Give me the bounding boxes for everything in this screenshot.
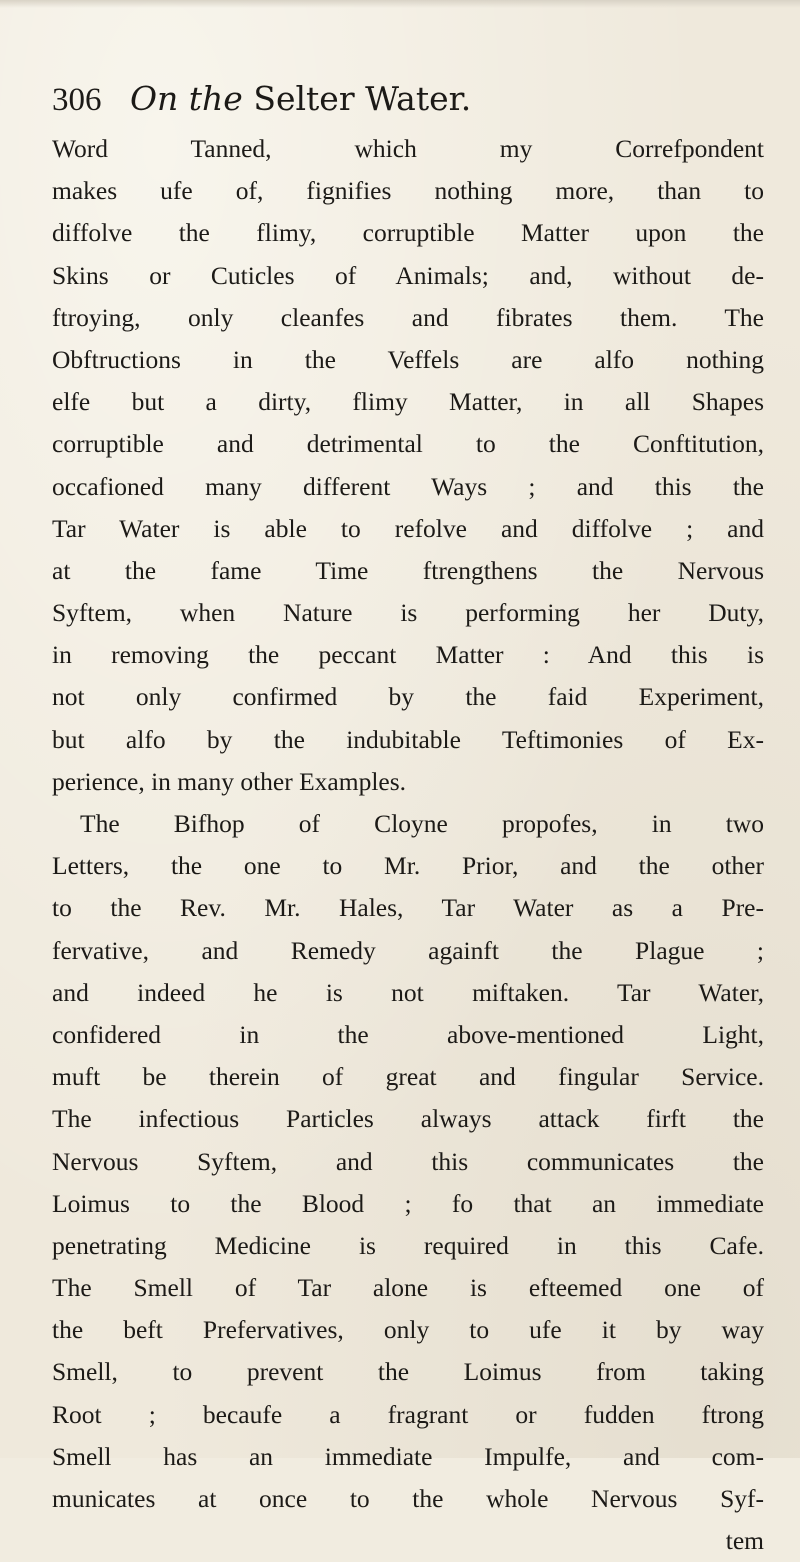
running-title — [130, 74, 471, 124]
page-number: 306 — [52, 82, 102, 118]
text-line: to the Rev. Mr. Hales, Tar Water as a Pre- — [52, 893, 764, 923]
text-line: fervative, and Remedy againft the Plague ; — [52, 935, 764, 965]
catchword: tem — [725, 1526, 764, 1556]
running-title-italic: On the — [130, 79, 243, 118]
body-text — [52, 128, 764, 1562]
text-line: Letters, the one to Mr. Prior, and the other — [52, 851, 764, 881]
text-line: penetrating Medicine is required in this Cafe. — [52, 1230, 764, 1260]
text-line: Tar Water is able to refolve and diffolve ; and — [52, 513, 764, 543]
text-line: in removing the peccant Matter : And this is — [52, 640, 764, 670]
text-line: and indeed he is not miftaken. Tar Water, — [52, 977, 764, 1007]
text-line: ftroying, only cleanfes and fibrates them. The — [52, 302, 764, 332]
text-line: Smell, to prevent the Loimus from taking — [52, 1357, 764, 1387]
text-line: occafioned many different Ways ; and this the — [52, 471, 764, 501]
text-line: not only confirmed by the faid Experiment, — [52, 682, 764, 712]
text-line: Root ; becaufe a fragrant or fudden ftrong — [52, 1399, 764, 1429]
page-edge-shadow — [0, 0, 800, 8]
text-line: Loimus to the Blood ; fo that an immediate — [52, 1188, 764, 1218]
text-line: makes ufe of, fignifies nothing more, than to — [52, 176, 764, 206]
text-line: diffolve the flimy, corruptible Matter upon the — [52, 218, 764, 248]
text-line: confidered in the above-mentioned Light, — [52, 1019, 764, 1049]
running-title-rest: Selter Water. — [253, 79, 472, 118]
text-line: but alfo by the indubitable Teftimonies of Ex- — [52, 724, 764, 754]
text-line: muft be therein of great and fingular Service. — [52, 1062, 764, 1092]
text-line: Skins or Cuticles of Animals; and, without de- — [52, 260, 764, 290]
page-header — [52, 74, 752, 124]
text-line: Obftructions in the Veffels are alfo nothing — [52, 344, 764, 374]
text-line: The infectious Particles always attack firft the — [52, 1104, 764, 1134]
text-line: The Bifhop of Cloyne propofes, in two — [80, 809, 764, 838]
text-line: corruptible and detrimental to the Conftitution, — [52, 429, 764, 459]
text-line: perience, in many other Examples. — [52, 766, 407, 796]
text-line: elfe but a dirty, flimy Matter, in all Shapes — [52, 387, 764, 417]
text-line: municates at once to the whole Nervous Syf- — [52, 1484, 764, 1513]
text-line: at the fame Time ftrengthens the Nervous — [52, 555, 764, 585]
text-line: the beft Prefervatives, only to ufe it by way — [52, 1315, 764, 1345]
text-line: The Smell of Tar alone is efteemed one of — [52, 1273, 764, 1303]
text-line: Nervous Syftem, and this communicates the — [52, 1146, 764, 1176]
text-line: Smell has an immediate Impulfe, and com- — [52, 1441, 764, 1471]
text-line: Word Tanned, which my Correfpondent — [52, 134, 764, 163]
text-line: Syftem, when Nature is performing her Duty, — [52, 598, 764, 628]
